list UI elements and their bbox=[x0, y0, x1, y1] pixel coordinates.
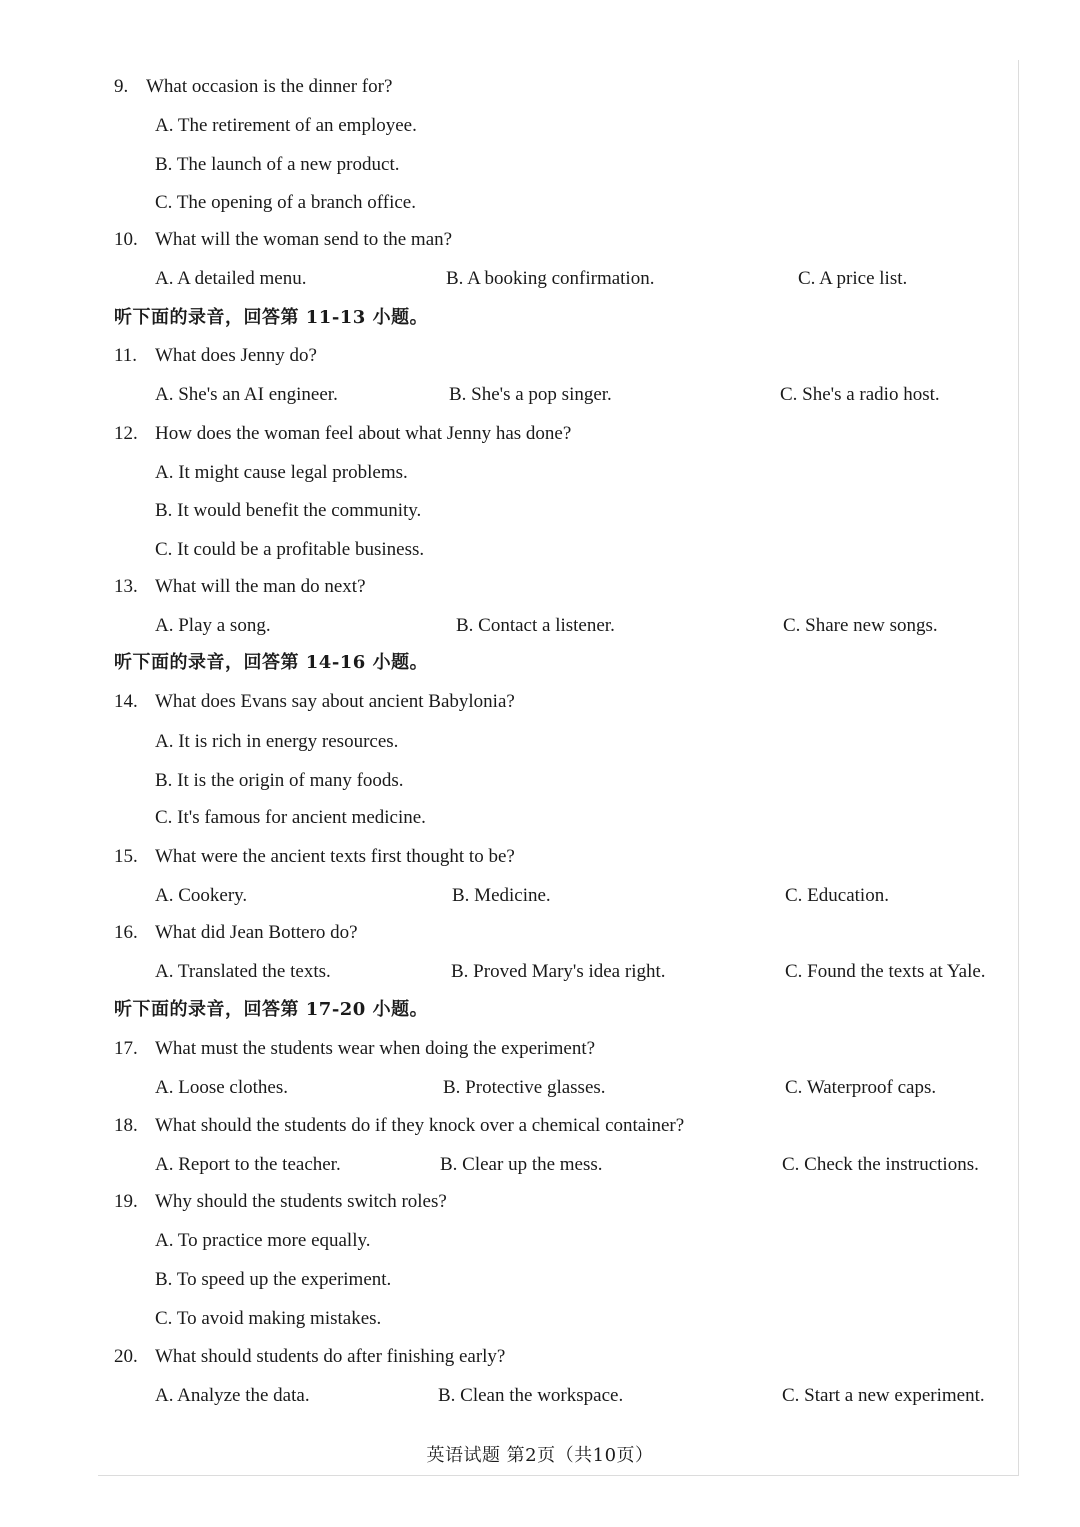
option-c: C. Education. bbox=[785, 885, 889, 906]
option-a: A. It is rich in energy resources. bbox=[155, 731, 399, 752]
question-number: 20. bbox=[114, 1346, 138, 1367]
question-text: What should students do after finishing early? bbox=[155, 1346, 506, 1367]
option-b: B. A booking confirmation. bbox=[446, 268, 655, 289]
option-b: B. Proved Mary's idea right. bbox=[451, 961, 666, 982]
option-b: B. Medicine. bbox=[452, 885, 551, 906]
question-text: What must the students wear when doing the experiment? bbox=[155, 1038, 596, 1059]
question-number: 11. bbox=[114, 345, 138, 366]
option-a: A. Report to the teacher. bbox=[155, 1154, 341, 1175]
option-a: A. A detailed menu. bbox=[155, 268, 307, 289]
option-c: C. A price list. bbox=[798, 268, 908, 289]
option-a: A. Cookery. bbox=[155, 885, 248, 906]
option-a: A. To practice more equally. bbox=[155, 1230, 371, 1251]
question-number: 18. bbox=[114, 1115, 138, 1136]
question-number: 12. bbox=[114, 423, 138, 444]
question-number: 15. bbox=[114, 846, 138, 867]
option-b: B. Clear up the mess. bbox=[440, 1154, 603, 1175]
option-b: B. To speed up the experiment. bbox=[155, 1269, 392, 1290]
question-text: What does Evans say about ancient Babylonia? bbox=[155, 691, 515, 712]
question-text: What does Jenny do? bbox=[155, 345, 317, 366]
question-text: What were the ancient texts first thought to be? bbox=[155, 846, 515, 867]
question-number: 10. bbox=[114, 229, 138, 250]
option-c: C. Found the texts at Yale. bbox=[785, 961, 986, 982]
question-text: What will the man do next? bbox=[155, 576, 366, 597]
option-b: B. Protective glasses. bbox=[443, 1077, 606, 1098]
option-a: A. The retirement of an employee. bbox=[155, 115, 417, 136]
question-text: What occasion is the dinner for? bbox=[146, 76, 393, 97]
option-c: C. It could be a profitable business. bbox=[155, 539, 425, 560]
section-heading: 听下面的录音，回答第 11-13 小题。 bbox=[114, 307, 429, 328]
section-heading: 听下面的录音，回答第 14-16 小题。 bbox=[114, 652, 429, 673]
question-number: 9. bbox=[114, 76, 129, 97]
option-c: C. It's famous for ancient medicine. bbox=[155, 807, 426, 828]
option-c: C. Share new songs. bbox=[783, 615, 938, 636]
question-number: 14. bbox=[114, 691, 138, 712]
sheet-edge bbox=[1018, 60, 1019, 1475]
option-c: C. Waterproof caps. bbox=[785, 1077, 937, 1098]
option-b: B. She's a pop singer. bbox=[449, 384, 612, 405]
option-a: A. Translated the texts. bbox=[155, 961, 331, 982]
question-number: 16. bbox=[114, 922, 138, 943]
question-text: What did Jean Bottero do? bbox=[155, 922, 358, 943]
option-a: A. Play a song. bbox=[155, 615, 271, 636]
page-footer: 英语试题 第2页（共10页） bbox=[426, 1445, 654, 1466]
option-b: B. It is the origin of many foods. bbox=[155, 770, 404, 791]
option-c: C. She's a radio host. bbox=[780, 384, 940, 405]
option-a: A. Loose clothes. bbox=[155, 1077, 288, 1098]
option-a: A. It might cause legal problems. bbox=[155, 462, 408, 483]
question-number: 17. bbox=[114, 1038, 138, 1059]
question-text: What will the woman send to the man? bbox=[155, 229, 453, 250]
option-b: B. Contact a listener. bbox=[456, 615, 615, 636]
question-text: What should the students do if they knock over a chemical container? bbox=[155, 1115, 685, 1136]
option-c: C. Start a new experiment. bbox=[782, 1385, 985, 1406]
question-text: Why should the students switch roles? bbox=[155, 1191, 447, 1212]
question-text: How does the woman feel about what Jenny has done? bbox=[155, 423, 572, 444]
option-b: B. It would benefit the community. bbox=[155, 500, 422, 521]
option-a: A. Analyze the data. bbox=[155, 1385, 310, 1406]
option-c: C. The opening of a branch office. bbox=[155, 192, 416, 213]
option-a: A. She's an AI engineer. bbox=[155, 384, 338, 405]
sheet-edge bbox=[98, 1475, 1019, 1476]
section-heading: 听下面的录音，回答第 17-20 小题。 bbox=[114, 999, 429, 1020]
question-number: 13. bbox=[114, 576, 138, 597]
option-b: B. The launch of a new product. bbox=[155, 154, 400, 175]
option-c: C. Check the instructions. bbox=[782, 1154, 979, 1175]
option-b: B. Clean the workspace. bbox=[438, 1385, 624, 1406]
question-number: 19. bbox=[114, 1191, 138, 1212]
option-c: C. To avoid making mistakes. bbox=[155, 1308, 382, 1329]
